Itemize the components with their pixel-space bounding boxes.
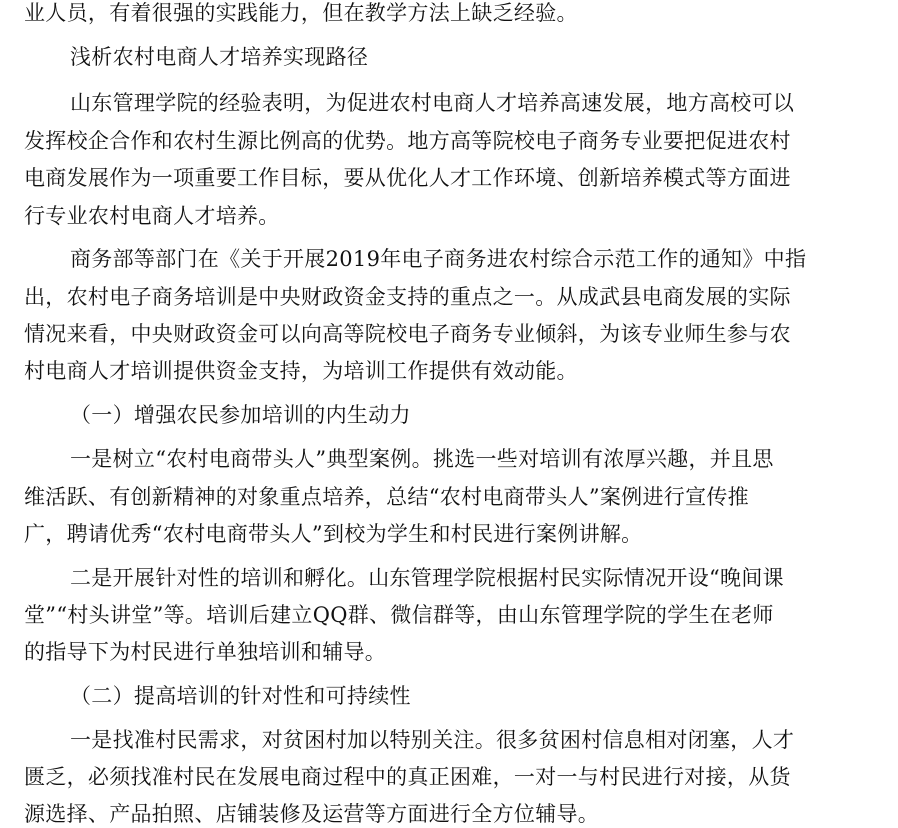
paragraph-line: 村电商人才培训提供资金支持，为培训工作提供有效动能。 (24, 359, 578, 383)
paragraph-line: 维活跃、有创新精神的对象重点培养，总结“农村电商带头人”案例进行宣传推 (24, 485, 749, 509)
paragraph-line: 堂”“村头讲堂”等。培训后建立QQ群、微信群等，由山东管理学院的学生在老师 (24, 603, 774, 627)
subsection-heading: （二）提高培训的针对性和可持续性 (70, 684, 411, 708)
paragraph-line: 业人员，有着很强的实践能力，但在教学方法上缺乏经验。 (24, 1, 578, 25)
paragraph-line: 一是找准村民需求，对贫困村加以特别关注。很多贫困村信息相对闭塞，人才 (70, 728, 795, 752)
paragraph-line: 行专业农村电商人才培养。 (24, 204, 280, 228)
paragraph-line: 匮乏，必须找准村民在发展电商过程中的真正困难，一对一与村民进行对接，从货 (24, 765, 791, 789)
paragraph-line: 源选择、产品拍照、店铺装修及运营等方面进行全方位辅导。 (24, 802, 600, 826)
paragraph-line: 商务部等部门在《关于开展2019年电子商务进农村综合示范工作的通知》中指 (70, 247, 807, 271)
paragraph-line: 出，农村电子商务培训是中央财政资金支持的重点之一。从成武县电商发展的实际 (24, 285, 791, 309)
paragraph-line: 一是树立“农村电商带头人”典型案例。挑选一些对培训有浓厚兴趣，并且思 (70, 447, 774, 471)
paragraph-line: 二是开展针对性的培训和孵化。山东管理学院根据村民实际情况开设“晚间课 (70, 566, 784, 590)
paragraph-line: 情况来看，中央财政资金可以向高等院校电子商务专业倾斜，为该专业师生参与农 (24, 322, 791, 346)
paragraph-line: 山东管理学院的经验表明，为促进农村电商人才培养高速发展，地方高校可以 (70, 91, 795, 115)
subsection-heading: （一）增强农民参加培训的内生动力 (70, 403, 411, 427)
section-heading: 浅析农村电商人才培养实现路径 (70, 45, 369, 69)
paragraph-line: 电商发展作为一项重要工作目标，要从优化人才工作环境、创新培养模式等方面进 (24, 166, 791, 190)
paragraph-line: 发挥校企合作和农村生源比例高的优势。地方高等院校电子商务专业要把促进农村 (24, 129, 791, 153)
paragraph-line: 广，聘请优秀“农村电商带头人”到校为学生和村民进行案例讲解。 (24, 522, 643, 546)
paragraph-line: 的指导下为村民进行单独培训和辅导。 (24, 640, 387, 664)
